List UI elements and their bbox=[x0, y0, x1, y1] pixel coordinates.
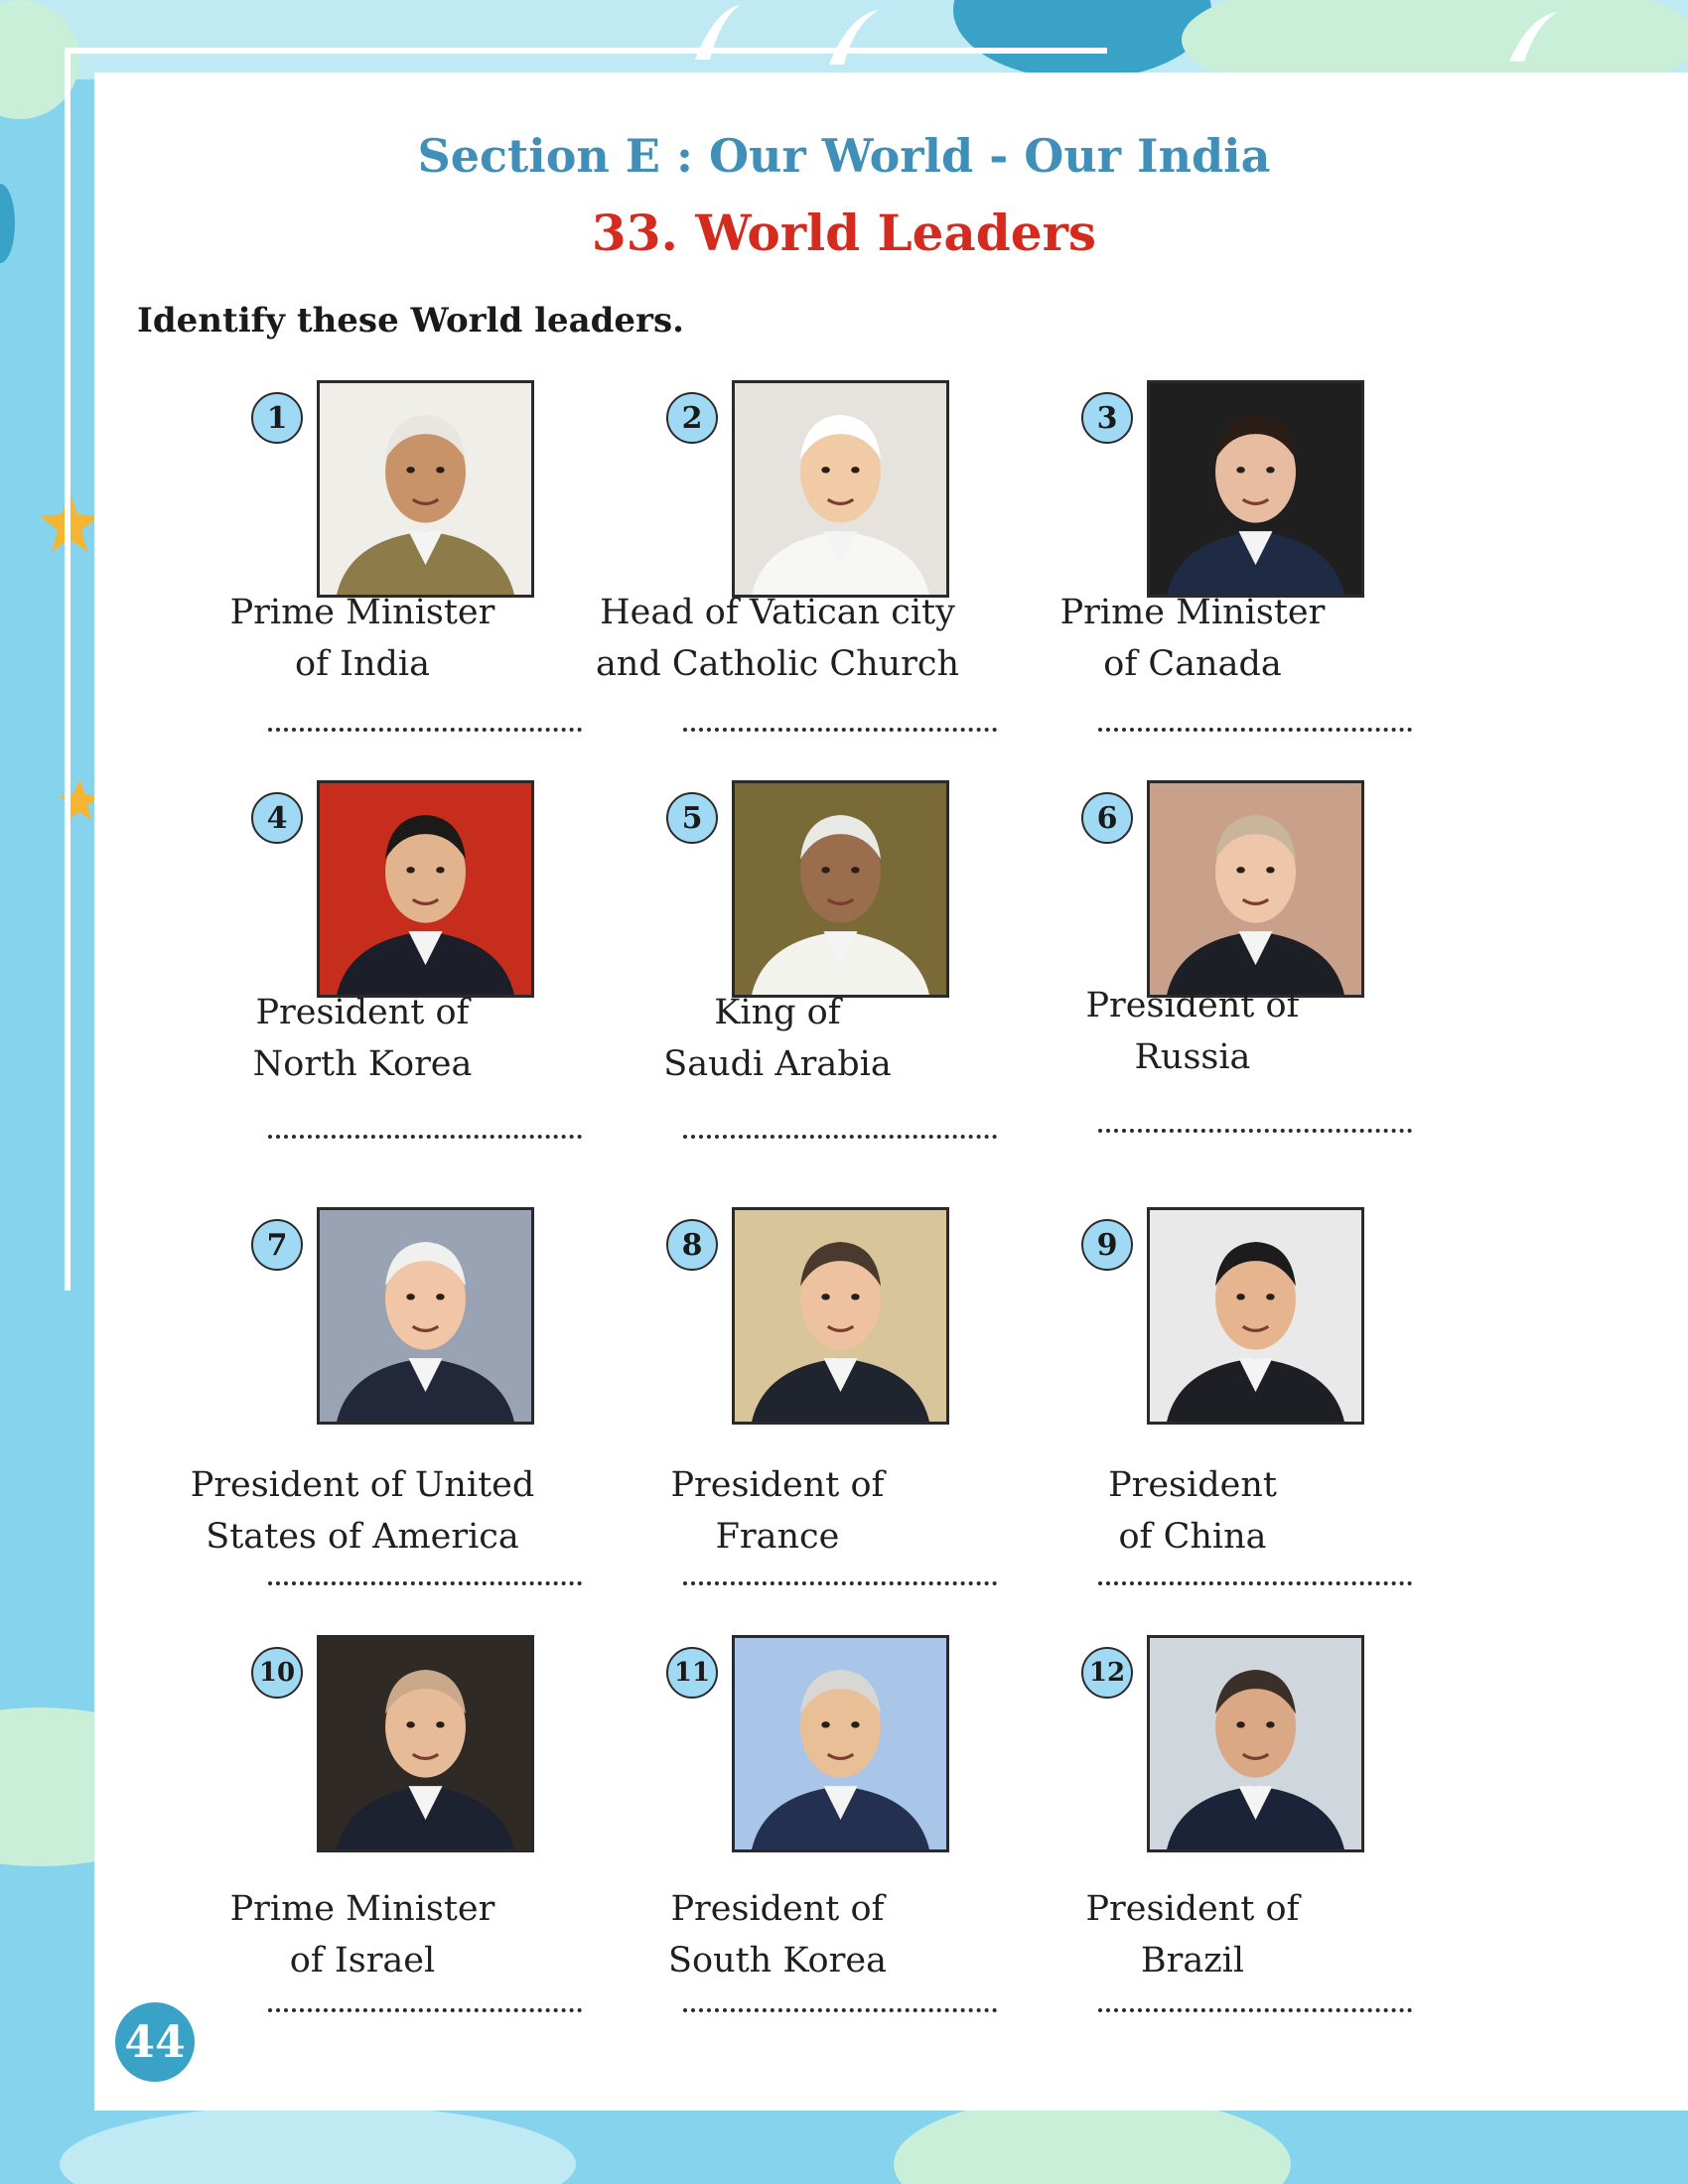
portrait-illustration bbox=[320, 1210, 531, 1422]
leader-number-badge: 9 bbox=[1081, 1219, 1133, 1271]
leader-caption: Prime Minister of Israel bbox=[229, 1889, 495, 1980]
leader-photo bbox=[732, 780, 949, 998]
portrait-illustration bbox=[1150, 783, 1361, 995]
leader-caption: Head of Vatican city and Catholic Church bbox=[595, 593, 960, 684]
leader-photo bbox=[1147, 1207, 1364, 1425]
answer-line[interactable] bbox=[683, 1135, 997, 1139]
answer-line[interactable] bbox=[1098, 728, 1412, 732]
portrait-illustration bbox=[320, 783, 531, 995]
leader-photo bbox=[732, 380, 949, 598]
answer-line[interactable] bbox=[683, 1581, 997, 1585]
answer-line[interactable] bbox=[268, 1581, 582, 1585]
portrait-illustration bbox=[1150, 383, 1361, 595]
page-number-badge: 44 bbox=[115, 2002, 195, 2082]
leader-photo bbox=[1147, 380, 1364, 598]
portrait-illustration bbox=[1150, 1210, 1361, 1422]
leader-caption: President of Russia bbox=[1085, 986, 1300, 1077]
leader-number-badge: 7 bbox=[251, 1219, 303, 1271]
answer-line[interactable] bbox=[1098, 1581, 1412, 1585]
answer-line[interactable] bbox=[683, 728, 997, 732]
leader-caption: President of France bbox=[670, 1465, 885, 1557]
leader-photo bbox=[1147, 1635, 1364, 1852]
leader-number-badge: 5 bbox=[666, 792, 718, 844]
leader-number-badge: 10 bbox=[251, 1647, 303, 1699]
leader-number-badge: 1 bbox=[251, 392, 303, 444]
portrait-illustration bbox=[735, 1638, 946, 1849]
answer-line[interactable] bbox=[683, 2008, 997, 2012]
page-title: 33. World Leaders bbox=[591, 204, 1097, 262]
leader-photo bbox=[317, 1635, 534, 1852]
portrait-illustration bbox=[735, 383, 946, 595]
leader-number-badge: 4 bbox=[251, 792, 303, 844]
answer-line[interactable] bbox=[268, 1135, 582, 1139]
leader-photo bbox=[317, 1207, 534, 1425]
leader-photo bbox=[732, 1207, 949, 1425]
leader-caption: Prime Minister of Canada bbox=[1059, 593, 1326, 684]
answer-line[interactable] bbox=[268, 728, 582, 732]
section-heading: Section E : Our World - Our India bbox=[417, 129, 1271, 183]
portrait-illustration bbox=[735, 783, 946, 995]
leader-photo bbox=[317, 380, 534, 598]
answer-line[interactable] bbox=[268, 2008, 582, 2012]
leader-caption: President of South Korea bbox=[668, 1889, 887, 1980]
leader-number-badge: 6 bbox=[1081, 792, 1133, 844]
answer-line[interactable] bbox=[1098, 1129, 1412, 1133]
leader-caption: President of North Korea bbox=[252, 993, 473, 1084]
leader-caption: President of Brazil bbox=[1085, 1889, 1300, 1980]
portrait-illustration bbox=[320, 383, 531, 595]
leader-caption: President of China bbox=[1108, 1465, 1277, 1557]
leader-caption: King of Saudi Arabia bbox=[663, 993, 892, 1084]
instruction-text: Identify these World leaders. bbox=[137, 301, 684, 341]
portrait-illustration bbox=[1150, 1638, 1361, 1849]
leader-number-badge: 2 bbox=[666, 392, 718, 444]
portrait-illustration bbox=[320, 1638, 531, 1849]
leader-photo bbox=[1147, 780, 1364, 998]
leader-number-badge: 3 bbox=[1081, 392, 1133, 444]
leader-photo bbox=[732, 1635, 949, 1852]
leader-number-badge: 12 bbox=[1081, 1647, 1133, 1699]
leader-photo bbox=[317, 780, 534, 998]
frame-line-top bbox=[65, 48, 1107, 54]
answer-line[interactable] bbox=[1098, 2008, 1412, 2012]
leader-caption: President of United States of America bbox=[190, 1465, 535, 1557]
portrait-illustration bbox=[735, 1210, 946, 1422]
leader-number-badge: 11 bbox=[666, 1647, 718, 1699]
leader-caption: Prime Minister of India bbox=[229, 593, 495, 684]
leader-number-badge: 8 bbox=[666, 1219, 718, 1271]
